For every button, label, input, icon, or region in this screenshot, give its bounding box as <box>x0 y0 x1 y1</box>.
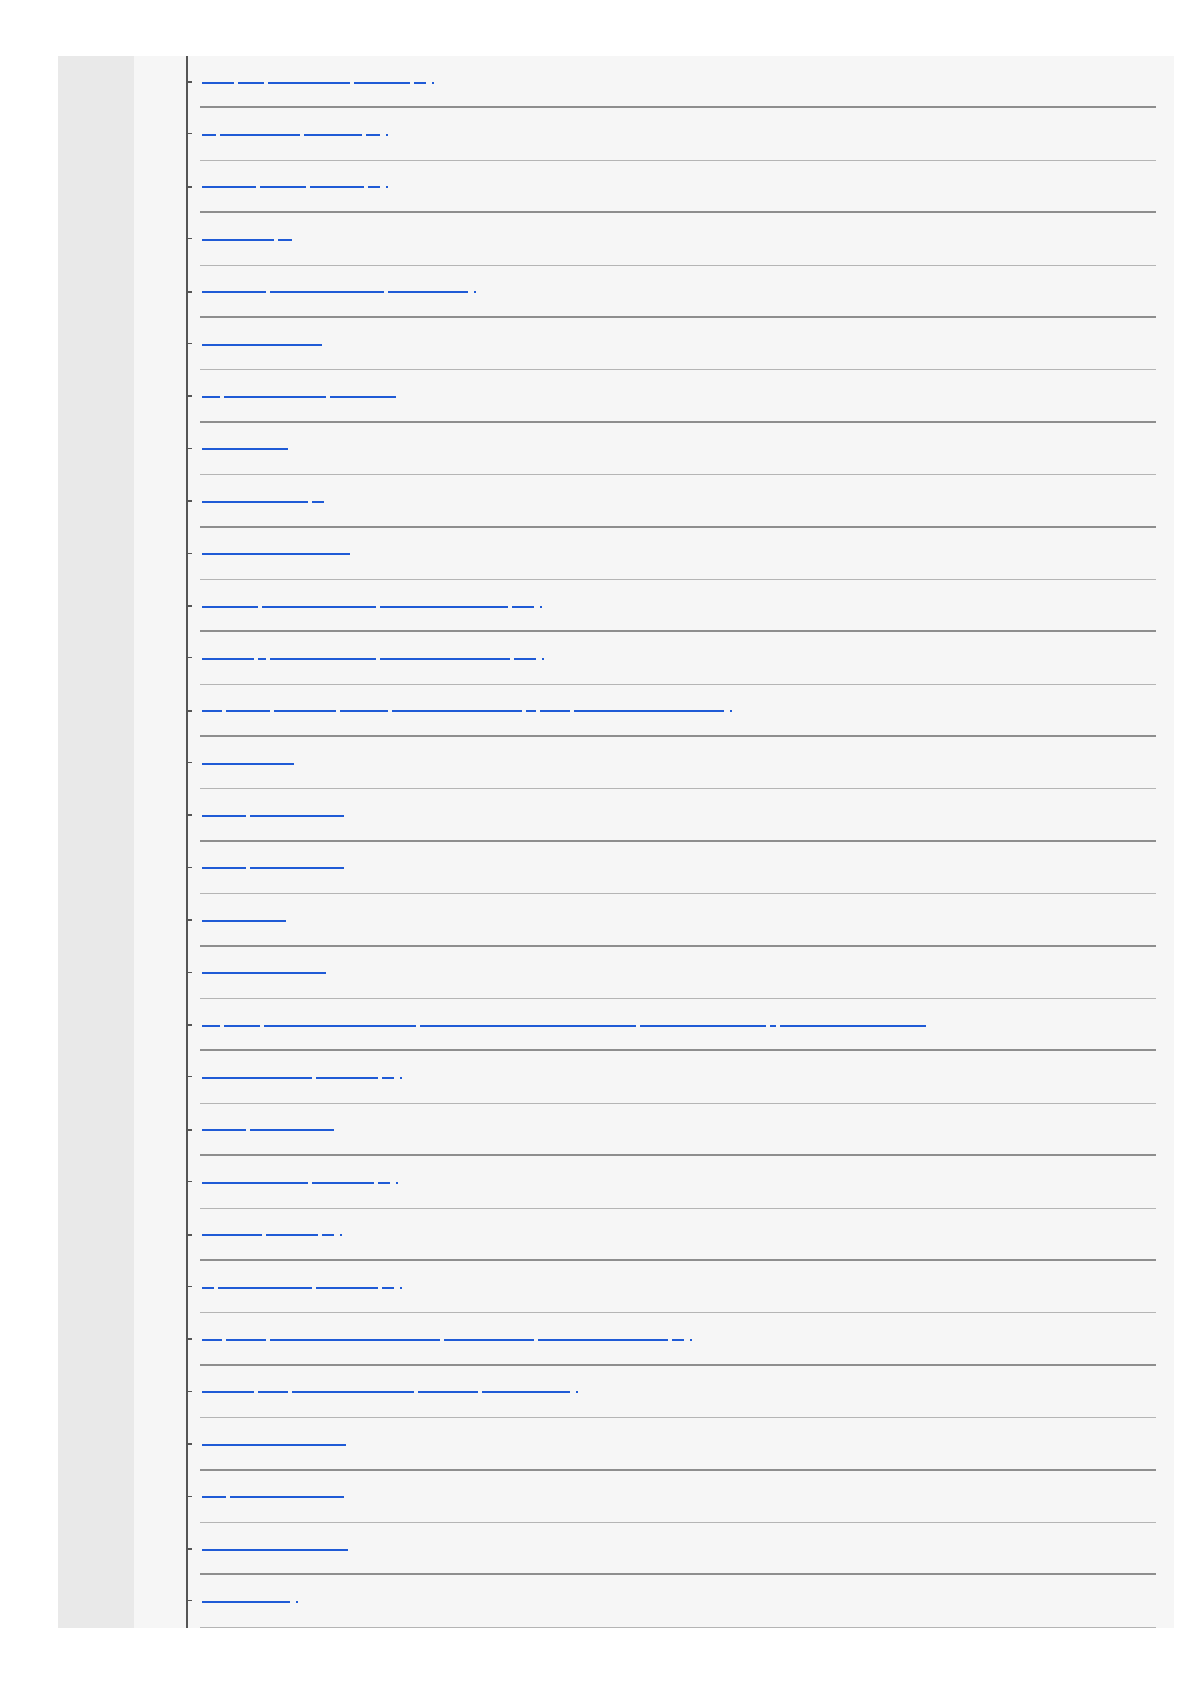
link-text-segment <box>202 1182 308 1184</box>
link-text-segment <box>640 1025 766 1027</box>
link-text-segment <box>202 134 216 136</box>
link-text-segment <box>202 501 308 503</box>
link-text-segment <box>202 606 258 608</box>
tree-branch-tick <box>186 657 192 658</box>
link-text-segment <box>312 501 324 503</box>
link-text-segment <box>292 1391 414 1393</box>
link-period <box>542 658 544 660</box>
list-item-link[interactable] <box>202 183 388 192</box>
link-text-segment <box>202 553 350 555</box>
link-text-segment <box>444 1339 534 1341</box>
link-period <box>340 1234 342 1236</box>
link-period <box>400 1077 402 1079</box>
list-item-link[interactable] <box>202 130 388 139</box>
row-divider <box>200 1627 1156 1628</box>
list-item <box>134 580 1174 632</box>
list-item <box>134 1366 1174 1418</box>
link-text-segment <box>202 1444 346 1446</box>
list-item <box>134 1313 1174 1365</box>
link-period <box>690 1339 692 1341</box>
link-period <box>400 1287 402 1289</box>
list-item <box>134 1523 1174 1575</box>
link-text-segment <box>316 1077 378 1079</box>
link-text-segment <box>238 82 264 84</box>
link-text-segment <box>278 239 292 241</box>
link-text-segment <box>270 658 376 660</box>
link-text-segment <box>514 658 536 660</box>
link-text-segment <box>380 606 508 608</box>
link-text-segment <box>540 710 570 712</box>
tree-branch-tick <box>186 238 192 239</box>
link-period <box>432 82 434 84</box>
list-item-link[interactable] <box>202 1178 398 1187</box>
link-text-segment <box>274 710 336 712</box>
list-item <box>134 632 1174 684</box>
link-text-segment <box>482 1391 570 1393</box>
link-text-segment <box>378 1182 390 1184</box>
list-item-link[interactable] <box>202 1231 342 1240</box>
tree-branch-tick <box>186 710 192 712</box>
tree-branch-tick <box>186 1024 192 1026</box>
link-text-segment <box>224 396 326 398</box>
tree-branch-tick <box>186 1286 192 1287</box>
list-item <box>134 1209 1174 1261</box>
link-text-segment <box>202 1391 254 1393</box>
list-item-link[interactable] <box>202 654 544 663</box>
tree-branch-tick <box>186 133 192 134</box>
tree-branch-tick <box>186 1548 192 1550</box>
link-text-segment <box>224 1025 260 1027</box>
list-item <box>134 161 1174 213</box>
link-period <box>540 606 542 608</box>
list-item-link[interactable] <box>202 1597 298 1606</box>
list-item <box>134 318 1174 370</box>
link-text-segment <box>202 710 222 712</box>
link-text-segment <box>202 658 254 660</box>
list-item-link[interactable] <box>202 1283 402 1292</box>
list-item <box>134 1261 1174 1313</box>
tree-branch-tick <box>186 343 192 344</box>
link-period <box>386 134 388 136</box>
tree-branch-tick <box>186 395 192 397</box>
link-text-segment <box>202 867 246 869</box>
list-item-link[interactable] <box>202 550 354 559</box>
link-text-segment <box>202 972 326 974</box>
list-item-link[interactable] <box>202 916 290 925</box>
link-text-segment <box>202 1077 312 1079</box>
list-item-link[interactable] <box>202 235 296 244</box>
list-item-link[interactable] <box>202 1021 930 1030</box>
link-text-segment <box>270 291 384 293</box>
tree-branch-tick <box>186 814 192 816</box>
link-text-segment <box>268 82 350 84</box>
link-text-segment <box>202 1496 226 1498</box>
link-text-segment <box>388 291 468 293</box>
link-text-segment <box>380 658 510 660</box>
link-text-segment <box>260 186 306 188</box>
link-text-segment <box>312 1182 374 1184</box>
link-text-segment <box>258 1391 288 1393</box>
link-text-segment <box>202 763 294 765</box>
link-text-segment <box>526 710 536 712</box>
list-item-link[interactable] <box>202 1440 350 1449</box>
tree-branch-tick <box>186 605 192 607</box>
link-text-segment <box>574 710 724 712</box>
tree-branch-tick <box>186 1076 192 1077</box>
link-text-segment <box>538 1339 668 1341</box>
link-period <box>730 710 732 712</box>
list-item <box>134 685 1174 737</box>
link-text-segment <box>366 134 380 136</box>
link-text-segment <box>264 1025 416 1027</box>
tree-branch-tick <box>186 1496 192 1497</box>
list-item <box>134 894 1174 946</box>
link-text-segment <box>202 920 286 922</box>
link-text-segment <box>202 1129 246 1131</box>
list-item <box>134 947 1174 999</box>
link-text-segment <box>340 710 388 712</box>
link-text-segment <box>202 344 322 346</box>
list-item <box>134 1471 1174 1523</box>
link-text-segment <box>780 1025 926 1027</box>
list-item-link[interactable] <box>202 864 348 873</box>
tree-branch-tick <box>186 972 192 973</box>
link-text-segment <box>382 1287 394 1289</box>
list-item-link[interactable] <box>202 445 292 454</box>
link-text-segment <box>262 606 376 608</box>
link-text-segment <box>354 82 410 84</box>
link-text-segment <box>202 239 274 241</box>
tree-branch-tick <box>186 867 192 868</box>
tree-branch-tick <box>186 1234 192 1236</box>
list-item <box>134 1418 1174 1470</box>
tree-branch-tick <box>186 1129 192 1131</box>
tree-branch-tick <box>186 448 192 449</box>
tree-branch-tick <box>186 919 192 921</box>
tree-branch-tick <box>186 81 192 83</box>
list-item <box>134 528 1174 580</box>
link-text-segment <box>202 1601 290 1603</box>
list-item-link[interactable] <box>202 497 328 506</box>
tree-branch-tick <box>186 500 192 502</box>
link-text-segment <box>202 1339 222 1341</box>
link-text-segment <box>230 1496 344 1498</box>
list-item <box>134 423 1174 475</box>
link-text-segment <box>316 1287 378 1289</box>
link-text-segment <box>368 186 380 188</box>
list-item <box>134 999 1174 1051</box>
link-text-segment <box>202 1025 220 1027</box>
link-period <box>396 1182 398 1184</box>
link-text-segment <box>304 134 362 136</box>
list-item <box>134 1104 1174 1156</box>
link-text-segment <box>382 1077 394 1079</box>
tree-branch-tick <box>186 1391 192 1392</box>
link-text-segment <box>266 1234 318 1236</box>
list-item-link[interactable] <box>202 602 542 611</box>
link-list <box>134 56 1174 1628</box>
list-item-link[interactable] <box>202 288 476 297</box>
tree-branch-tick <box>186 762 192 763</box>
link-text-segment <box>512 606 534 608</box>
link-text-segment <box>220 134 300 136</box>
link-text-segment <box>226 1339 266 1341</box>
link-text-segment <box>202 448 288 450</box>
list-item <box>134 370 1174 422</box>
link-text-segment <box>770 1025 776 1027</box>
navigation-panel <box>134 56 1174 1628</box>
list-item-link[interactable] <box>202 1388 578 1397</box>
link-text-segment <box>414 82 426 84</box>
list-item-link[interactable] <box>202 1545 352 1554</box>
link-text-segment <box>392 710 522 712</box>
link-text-segment <box>250 815 344 817</box>
link-text-segment <box>218 1287 312 1289</box>
list-item-link[interactable] <box>202 340 326 349</box>
link-text-segment <box>202 1287 214 1289</box>
link-text-segment <box>418 1391 478 1393</box>
list-item-link[interactable] <box>202 969 330 978</box>
list-item <box>134 789 1174 841</box>
list-item <box>134 266 1174 318</box>
list-item-link[interactable] <box>202 392 400 401</box>
link-text-segment <box>270 1339 440 1341</box>
link-text-segment <box>672 1339 684 1341</box>
link-period <box>474 291 476 293</box>
tree-branch-tick <box>186 291 192 293</box>
list-item <box>134 1156 1174 1208</box>
link-period <box>386 186 388 188</box>
list-item <box>134 737 1174 789</box>
link-text-segment <box>202 1549 348 1551</box>
content-frame <box>58 56 1134 1628</box>
tree-branch-tick <box>186 553 192 554</box>
link-text-segment <box>258 658 266 660</box>
link-text-segment <box>420 1025 636 1027</box>
list-item-link[interactable] <box>202 759 298 768</box>
link-text-segment <box>322 1234 334 1236</box>
list-item-link[interactable] <box>202 78 434 87</box>
list-item-link[interactable] <box>202 811 348 820</box>
tree-branch-tick <box>186 1600 192 1601</box>
link-text-segment <box>250 1129 334 1131</box>
tree-branch-tick <box>186 1338 192 1340</box>
list-item <box>134 1575 1174 1627</box>
tree-branch-tick <box>186 1443 192 1445</box>
list-item-link[interactable] <box>202 1335 692 1344</box>
link-text-segment <box>330 396 396 398</box>
list-item <box>134 108 1174 160</box>
list-item-link[interactable] <box>202 707 732 716</box>
list-item <box>134 475 1174 527</box>
list-item <box>134 1051 1174 1103</box>
list-item-link[interactable] <box>202 1493 348 1502</box>
list-item-link[interactable] <box>202 1073 402 1082</box>
link-text-segment <box>310 186 364 188</box>
link-text-segment <box>202 396 220 398</box>
list-item <box>134 56 1174 108</box>
link-period <box>296 1601 298 1603</box>
list-item <box>134 213 1174 265</box>
link-text-segment <box>202 186 256 188</box>
list-item-link[interactable] <box>202 1126 338 1135</box>
link-text-segment <box>202 291 266 293</box>
link-period <box>576 1391 578 1393</box>
tree-branch-tick <box>186 186 192 188</box>
link-text-segment <box>226 710 270 712</box>
link-text-segment <box>250 867 344 869</box>
link-text-segment <box>202 1234 262 1236</box>
tree-branch-tick <box>186 1181 192 1182</box>
link-text-segment <box>202 82 234 84</box>
list-item <box>134 842 1174 894</box>
link-text-segment <box>202 815 246 817</box>
